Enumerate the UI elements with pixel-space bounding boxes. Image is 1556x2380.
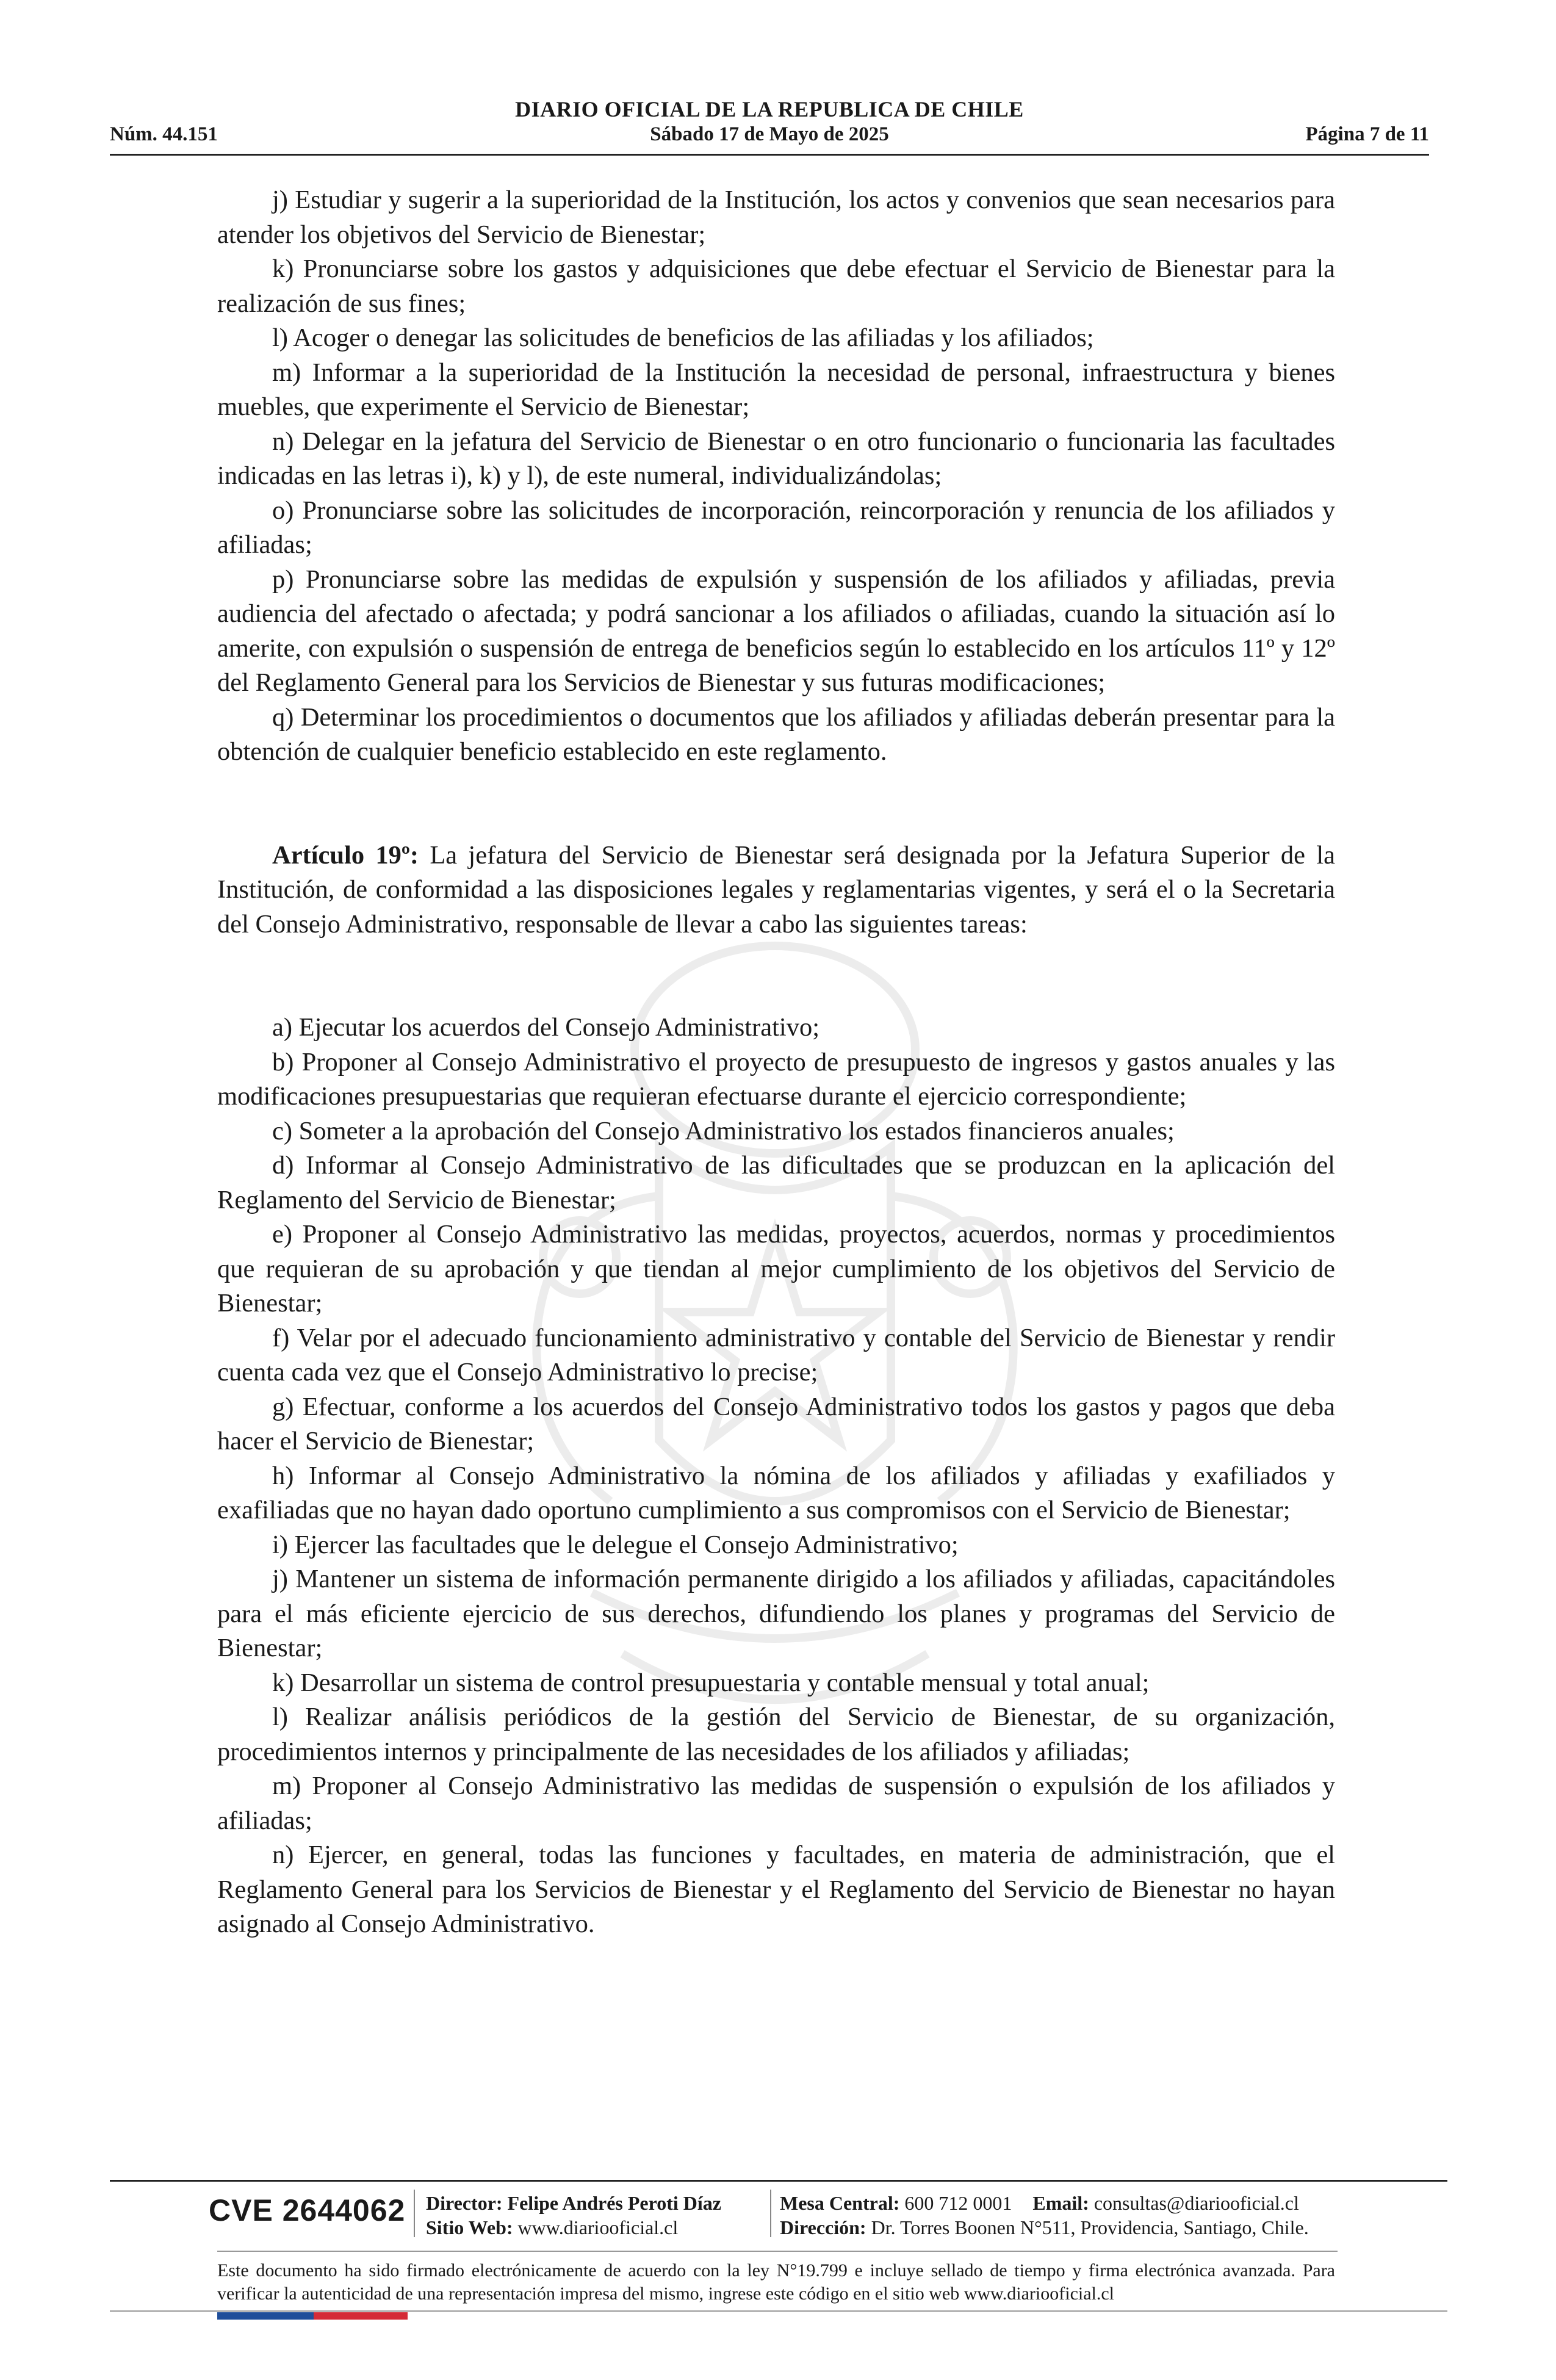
phone-label: Mesa Central: [780,2192,900,2214]
cve-code: CVE 2644062 [209,2193,406,2227]
list-item: h) Informar al Consejo Administrativo la nómina de los afiliados y afiliadas y exafiliados y exafiliadas que no hayan dado oportuno cumplimiento a sus compromisos con el Servicio de Bienestar; [217,1461,1335,1524]
document-body [217,183,1335,1942]
footer-contact-block [780,2191,1309,2240]
section-spacer [217,942,1335,1011]
list-item: p) Pronunciarse sobre las medidas de expulsión y suspensión de los afiliados y afiliadas, previa audiencia del afectado o afectada; y podrá sancionar a los afiliados o afiliadas, cuando la situación así lo amerite, con expulsión o suspensión de entrega de beneficios según lo establecido en los artículos 11º y 12º del Reglamento General para los Servicios de Bienestar y sus futuras modificaciones; [217,564,1335,697]
flag-blue-segment [217,2312,314,2320]
email-link[interactable]: consultas@diariooficial.cl [1093,2192,1299,2214]
flag-stripe [217,2312,408,2320]
list-item: d) Informar al Consejo Administrativo de las dificultades que se produzcan en la aplicación del Reglamento del Servicio de Bienestar; [217,1151,1335,1214]
address-label: Dirección: [780,2216,866,2238]
article-label: Artículo 19º: [272,840,419,870]
list-item: c) Someter a la aprobación del Consejo Administrativo los estados financieros anuales; [272,1116,1175,1145]
signature-notice: Este documento ha sido firmado electrónicamente de acuerdo con la ley N°19.799 e incluye sellado de tiempo y firma electrónica avanzada. Para verificar la autenticidad de una representación impresa del mismo, ingrese este código en el sitio web www.diariooficial.cl [217,2260,1335,2304]
site-label: Sitio Web: [426,2216,513,2238]
site-link[interactable]: www.diariooficial.cl [517,2216,679,2238]
list-item: k) Desarrollar un sistema de control presupuestaria y contable mensual y total anual; [272,1668,1150,1697]
list-item: m) Informar a la superioridad de la Institución la necesidad de personal, infraestructura y bienes muebles, que experimente el Servicio de Bienestar; [217,358,1335,421]
list-item: a) Ejecutar los acuerdos del Consejo Administrativo; [272,1013,820,1042]
list-item: j) Mantener un sistema de información permanente dirigido a los afiliados y afiliadas, capacitándoles para el más eficiente ejercicio de sus derechos, difundiendo los planes y programas del Servicio de Bienestar; [217,1565,1335,1662]
article-19-intro [217,838,1335,942]
list-item: n) Ejercer, en general, todas las funciones y facultades, en materia de administración, que el Reglamento General para los Servicios de Bienestar y el Reglamento del Servicio de Bienestar no hayan asignado al Consejo Administrativo. [217,1841,1335,1938]
footer-divider [217,2251,1338,2252]
issue-date: Sábado 17 de Mayo de 2025 [650,123,889,145]
list-item: o) Pronunciarse sobre las solicitudes de incorporación, reincorporación y renuncia de los afiliados y afiliadas; [217,496,1335,559]
list-item: i) Ejercer las facultades que le delegue el Consejo Administrativo; [272,1530,959,1559]
list-item: l) Realizar análisis periódicos de la gestión del Servicio de Bienestar, de su organización, procedimientos internos y principalmente de las necesidades de los afiliados y afiliadas; [217,1703,1335,1766]
page-header [110,92,1429,153]
header-divider [110,154,1429,156]
footer-director-block [426,2191,721,2240]
list-item: l) Acoger o denegar las solicitudes de beneficios de las afiliadas y los afiliados; [272,323,1094,352]
list-item: k) Pronunciarse sobre los gastos y adquisiciones que debe efectuar el Servicio de Bienestar para la realización de sus fines; [217,254,1335,318]
list-item: g) Efectuar, conforme a los acuerdos del Consejo Administrativo todos los gastos y pagos que deba hacer el Servicio de Bienestar; [217,1392,1335,1455]
list-item: n) Delegar en la jefatura del Servicio de Bienestar o en otro funcionario o funcionaria las facultades indicadas en las letras i), k) y l), de este numeral, individualizándolas; [217,427,1335,490]
section-spacer [217,770,1335,838]
list-item: e) Proponer al Consejo Administrativo las medidas, proyectos, acuerdos, normas y procedimientos que requieran de su aprobación y que tiendan al mejor cumplimiento de los objetivos del Servicio de Bienestar; [217,1220,1335,1318]
issue-number: Núm. 44.151 [110,123,218,145]
footer-divider [110,2180,1447,2182]
phone-value: 600 712 0001 [904,2192,1012,2214]
director-label: Director: [426,2192,503,2214]
list-item: q) Determinar los procedimientos o documentos que los afiliados y afiliadas deberán presentar para la obtención de cualquier beneficio establecido en este reglamento. [217,702,1335,766]
footer-divider [110,2310,1447,2312]
address-value: Dr. Torres Boonen N°511, Providencia, Santiago, Chile. [871,2216,1309,2238]
director-name: Felipe Andrés Peroti Díaz [507,2192,721,2214]
footer-separator [414,2190,415,2237]
flag-red-segment [314,2312,408,2320]
list-item: m) Proponer al Consejo Administrativo las medidas de suspensión o expulsión de los afiliados y afiliadas; [217,1772,1335,1835]
page-number: Página 7 de 11 [1305,123,1429,145]
list-item: f) Velar por el adecuado funcionamiento administrativo y contable del Servicio de Bienestar y rendir cuenta cada vez que el Consejo Administrativo lo precise; [217,1323,1335,1387]
footer-separator [770,2190,771,2237]
list-item: j) Estudiar y sugerir a la superioridad de la Institución, los actos y convenios que sean necesarios para atender los objetivos del Servicio de Bienestar; [217,186,1335,249]
email-label: Email: [1032,2192,1089,2214]
article-intro-text: La jefatura del Servicio de Bienestar será designada por la Jefatura Superior de la Institución, de conformidad a las disposiciones legales y reglamentarias vigentes, y será el o la Secretaria del Consejo Administrativo, responsable de llevar a cabo las siguientes tareas: [217,840,1335,939]
gazette-title: DIARIO OFICIAL DE LA REPUBLICA DE CHILE [515,97,1024,121]
list-item: b) Proponer al Consejo Administrativo el proyecto de presupuesto de ingresos y gastos anuales y las modificaciones presupuestarias que requieran efectuarse durante el ejercicio correspondiente; [217,1047,1335,1111]
